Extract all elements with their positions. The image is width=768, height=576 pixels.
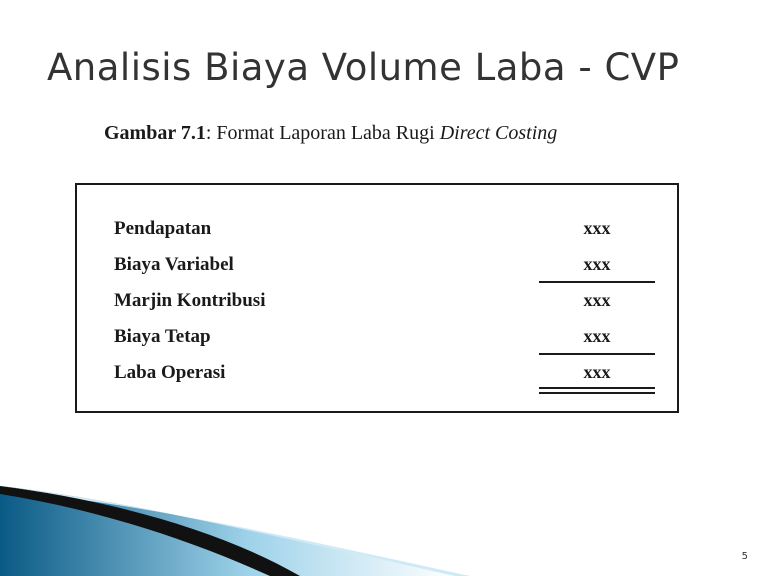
row-value: xxx — [583, 254, 611, 274]
page-number: 5 — [741, 551, 748, 562]
income-statement-table — [75, 183, 679, 413]
report-row-marjin-kontribusi — [77, 290, 677, 320]
figure-caption — [104, 122, 557, 145]
figure-caption-label: Gambar 7.1 — [104, 122, 206, 144]
report-row-biaya-variabel — [77, 254, 677, 284]
subtotal-rule — [539, 281, 655, 283]
total-double-rule — [539, 387, 655, 394]
report-row-biaya-tetap — [77, 326, 677, 356]
row-value: xxx — [583, 326, 611, 346]
figure-caption-italic: Direct Costing — [439, 122, 558, 144]
slide-title: Analisis Biaya Volume Laba - CVP — [47, 46, 680, 89]
row-value: xxx — [583, 218, 611, 238]
row-label: Marjin Kontribusi — [114, 290, 266, 311]
figure-caption-text: : Format Laporan Laba Rugi — [205, 122, 440, 144]
subtotal-rule — [539, 353, 655, 355]
row-label: Laba Operasi — [114, 362, 226, 383]
row-label: Pendapatan — [114, 218, 212, 239]
decorative-swoosh — [0, 470, 768, 576]
row-value: xxx — [583, 362, 611, 382]
row-value: xxx — [583, 290, 611, 310]
row-label: Biaya Tetap — [114, 326, 211, 347]
row-label: Biaya Variabel — [114, 254, 234, 275]
report-row-pendapatan — [77, 218, 677, 248]
